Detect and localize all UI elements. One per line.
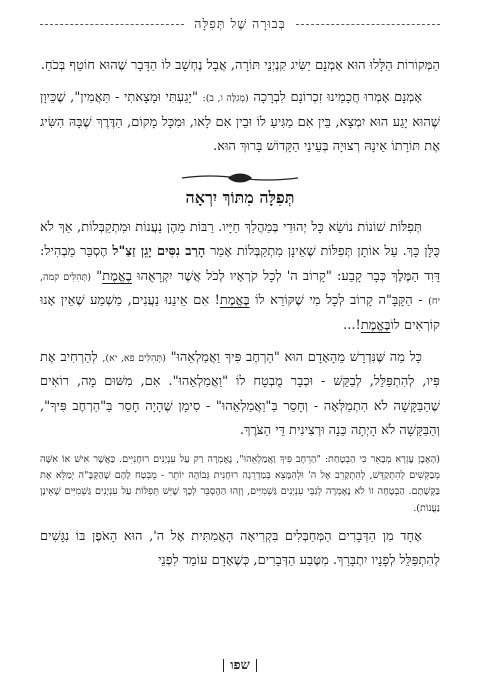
paragraph-2-text-b: "יָגַעְתִּי וּמָצָאתִי - תַּאֲמִין", שֶׁכֵּיוָן שֶׁהוּא יָגַע הוּא יִמְצָא, בֵּין אִם מַגִּיעַ לוֹ וּבֵין אִם לָאו, וּמִכָּל מָקוֹם, הַדֶּרֶךְ שֶׁבָּהּ הִשִּׂיג אֶת תּוֹרָתוֹ אֵינָהּ רְצוּיָה בְּעֵינֵי הַקָּדוֹשׁ בָּרוּךְ הוּא. xyxy=(40,90,440,155)
rabbi-name: הָרַב נִסִּים יָגֵן זַצַ"ל xyxy=(112,244,206,260)
emphasis-truth-1: בֶאֱמֶת xyxy=(102,268,132,284)
paragraph-3 xyxy=(40,216,440,338)
folio-bar-left xyxy=(223,659,224,672)
emphasis-truth-2: בֶּאֱמֶת xyxy=(219,293,250,309)
header-rule-right xyxy=(296,24,440,25)
paragraph-5: אֶחָד מִן הַדְּבָרִים הַמְּחַבְּלִים בִּקְרִיאָה הָאֲמִתִּית אֶל ה', הוּא הָאֹפֶן בּוֹ נִגָּשִׁים לְהִתְפַּלֵּל לְפָנָיו יִתְבָּרַךְ. מִטֶּבַע הַדְּבָרִים, כְּשֶׁאָדָם עוֹמֵד לִפְנֵי xyxy=(40,528,440,569)
main-text xyxy=(40,54,440,582)
paragraph-2-citation: (מְגִלָּה ו, ב): xyxy=(202,93,249,105)
page-number xyxy=(0,657,480,673)
running-header xyxy=(40,14,440,34)
folio-bar-right xyxy=(256,659,257,672)
emphasis-truth-3: בֶּאֱמֶת xyxy=(360,317,391,333)
running-title: בְּבוּרָה שֶׁל תְּפִלָּה xyxy=(194,16,286,31)
paragraph-4-citation: (תְּהִלִּים פא, יא), xyxy=(102,352,166,364)
paragraph-3-text-f: !... xyxy=(343,317,361,333)
section-ornament-icon xyxy=(40,172,440,184)
page-number-text: שפו xyxy=(230,658,250,673)
paragraph-3-text-e: ! אִם אֵינֵנוּ נַעֲנִים, מַשְׁמַע שֶׁאֵין אָנוּ קוֹרְאִים לוֹ xyxy=(40,293,440,333)
section-title: תְּפִלָּה מִתּוֹךְ יִרְאָה xyxy=(185,187,295,207)
ornament-flourish-icon xyxy=(180,172,300,184)
paragraph-2-text-a: אָמְנָם אָמְרוּ חֲכָמֵינוּ זִכְרוֹנָם לִבְרָכָה xyxy=(253,90,422,106)
paragraph-4-text-b: לְהַרְחִיב אֶת פִּיו, לְהִתְפַּלֵּל, לְבַקֵּשׁ - וּכְבָר מֻבְטָח לוֹ "וַאֲמַלְאֵהוּ". אִם, מִשּׁוּם מָה, רוֹאִים שֶׁהַבַּקָּשָׁה לֹא הִתְמַלְּאָה - וְחָסֵר בַּ"וַאֲמַלְאֵהוּ" - סִימָן שֶׁהָיָה חָסֵר בַּ"הַרְחֶב פִּיךָ", וְהַבַּקָּשָׁה לֹא הָיְתָה כֵּנָה וּרְצִינִית דֵּי הַצֹּרֶךְ. xyxy=(40,349,440,439)
paragraph-3-text-b: הֶסְבֵּר מַבְהִיל: דָּוִד הַמֶּלֶךְ כְּבָר קָבַע: "קָרוֹב ה' לְכָל קֹרְאָיו לְכֹל אֲשֶׁר יִקְרָאֻהוּ xyxy=(40,244,440,284)
paragraph-4-text-a: כָּל מַה שֶּׁנִּדְרָשׁ מֵהָאָדָם הוּא "הַרְחֶב פִּיךָ וַאֲמַלְאֵהוּ" xyxy=(170,349,422,365)
paragraph-1: הַמְּקוֹרוֹת הַלָּלוּ הוּא אָמְנָם יַשִּׂיג קִנְיְנֵי תּוֹרָה, אֲבָל נֶחְשָׁב לוֹ הַדָּבָר שֶׁהוּא חוֹטֵף בְּכֹחַ. xyxy=(40,58,440,73)
header-rule-left xyxy=(40,24,184,25)
paragraph-2 xyxy=(40,86,440,159)
paragraph-4 xyxy=(40,346,440,444)
paragraph-3-text-a: תְּפִלּוֹת שׁוֹנוֹת נוֹשֵׂא כָּל יְהוּדִי בְּמַהֲלַךְ חַיָּיו. רַבּוֹת מֵהֶן נַעֲנוֹת וּמִתְקַבְּלוֹת, אַךְ לֹא כֻּלָּן כָּךְ. עַל אוֹתָן תְּפִלּוֹת שֶׁאֵינָן מִתְקַבְּלוֹת אָמַר xyxy=(40,219,441,260)
commentary-note: (הָאֶבֶן עֶזְרָא מְבָאֵר כִּי הַבְטָחַת: "הַרְחֶב פִּיךָ וַאֲמַלְאֵהוּ", נֶאֶמְרָה רַק עַל עִנְיָנִים רוּחָנִיִּים. כַּאֲשֶׁר אִישׁ אוֹ אִשָּׁה מְבַקְּשִׁים לְהִתְקַדֵּשׁ, לְהִתְקָרֵב אֶל ה' וּלְהִמָּצֵא בְּמַדְרֵגָה רוּחָנִית גְּבוֹהָה יוֹתֵר - מֻבְטָח לָהֶם שֶׁהַקָּבָּ"ה יְמַלֵּא אֶת בַּקָּשָׁתָם. הַבְטָחָה זוֹ לֹא נֶאֶמְרָה לְגַבֵּי עִנְיָנִים גַּשְׁמִיִּים, וְזֶהוּ הַהֶסְבֵּר לְכָךְ שֶׁיֵּשׁ תְּפִלּוֹת עַל עִנְיָנִים גַּשְׁמִיִּים שֶׁאֵינָן נַעֲנוֹת). xyxy=(40,453,440,514)
paragraph-3-text-c: " xyxy=(96,268,103,284)
paragraph-3-text-d: - הַקָּבָּ"ה קָרוֹב לְכָל מִי שֶׁקּוֹרֵא לוֹ xyxy=(255,293,423,309)
paragraph-3-citation: (תְּהִלִּים קמה, יח) xyxy=(40,271,440,308)
